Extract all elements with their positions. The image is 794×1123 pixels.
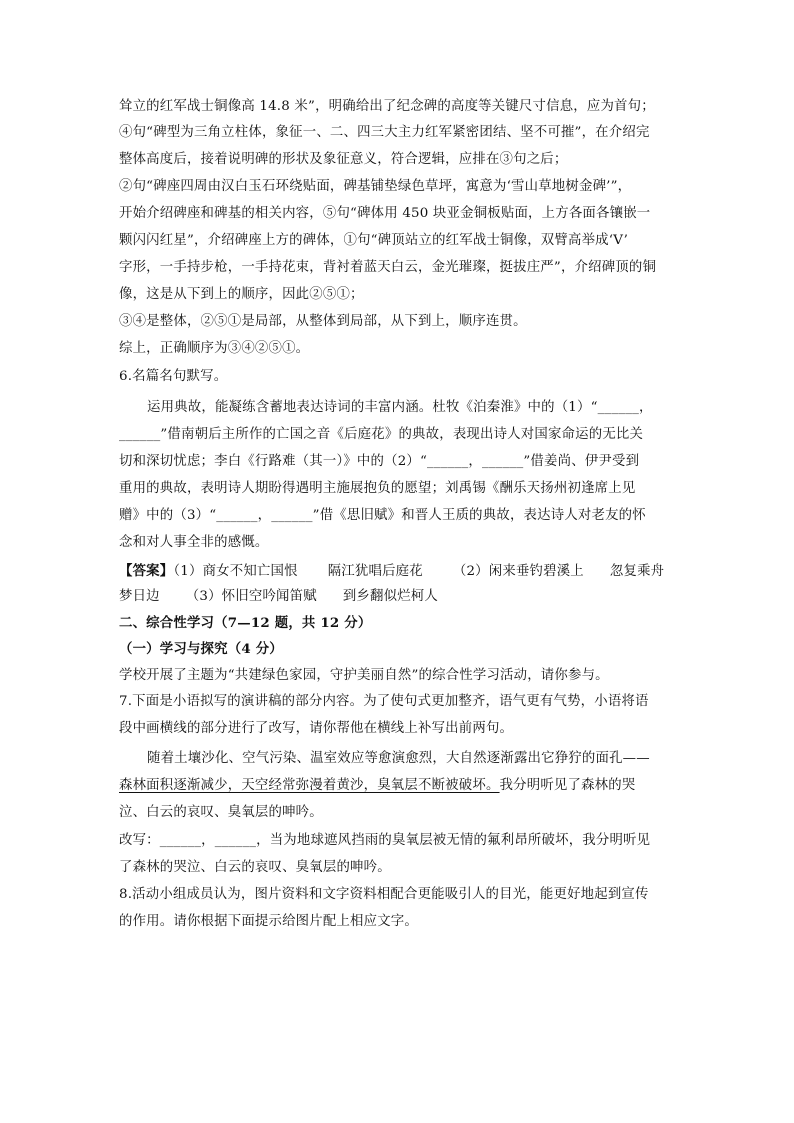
question-6-line: 赠》中的（3）“______，______”借《思旧赋》和晋人王质的典故，表达诗人对老友的怀 [119, 508, 646, 523]
analysis-line: ④句“碑型为三角立柱体，象征一、二、四三大主力红军紧密团结、坚不可摧”，在介绍完 [119, 125, 650, 140]
answer-text: 忽复乘舟 [609, 564, 665, 579]
answer-text: （2）闲来垂钓碧溪上 [452, 564, 584, 579]
question-6-line: 重用的典故，表明诗人期盼得遇明主施展抱负的愿望；刘禹锡《酬乐天扬州初逢席上见 [119, 481, 636, 496]
answer-text: 隔江犹唱后庭花 [327, 564, 423, 579]
analysis-line: 开始介绍碑座和碑基的相关内容，⑤句“碑体用 450 块亚金铜板贴面，上方各面各镶嵌一 [119, 206, 651, 221]
underlined-sentence: 森林面积逐渐减少，天空经常弥漫着黄沙，臭氧层不断被破坏。 [119, 778, 500, 793]
analysis-line: 像，这是从下到上的顺序，因此②⑤①； [119, 287, 364, 302]
question-6-line: 运用典故，能凝练含蓄地表达诗词的丰富内涵。杜牧《泊秦淮》中的（1）“______， [147, 400, 653, 415]
question-7-rewrite: 改写：______，______，当为地球遮风挡雨的臭氧层被无情的氟利昂所破坏，我分明听见 [119, 833, 651, 848]
answer-line [119, 586, 679, 608]
question-6-line: 切和深切忧虑；李白《行路难（其一）》中的（2）“______，______”借姜尚、伊尹受到 [119, 454, 640, 469]
analysis-line: 综上，正确顺序为③④②⑤①。 [119, 341, 310, 356]
question-8-line: 的作用。请你根据下面提示给图片配上相应文字。 [119, 914, 418, 929]
question-8-line: 8.活动小组成员认为，图片资料和文字资料相配合更能吸引人的目光，能更好地起到宣传 [119, 887, 649, 902]
question-7-passage: 随着土壤沙化、空气污染、温室效应等愈演愈烈，大自然逐渐露出它狰狞的面孔—— [147, 751, 650, 766]
analysis-line: 耸立的红军战士铜像高 14.8 米”，明确给出了纪念碑的高度等关键尺寸信息，应为首句； [119, 99, 655, 114]
question-6-line: ______”借南朝后主所作的亡国之音《后庭花》的典故，表现出诗人对国家命运的无比关 [119, 427, 644, 442]
section-heading: 二、综合性学习（7—12 题，共 12 分） [119, 615, 372, 631]
question-7-passage [119, 775, 679, 797]
answer-line [119, 560, 679, 582]
analysis-line: ③④是整体，②⑤①是局部，从整体到局部，从下到上，顺序连贯。 [119, 314, 527, 329]
analysis-line: 颗闪闪红星”，介绍碑座上方的碑体，①句“碑顶站立的红军战士铜像，双臂高举成‘V’ [119, 233, 629, 248]
answer-tag: 【答案】 [119, 563, 174, 579]
analysis-line: ②句“碑座四周由汉白玉石环绕贴面，碑基铺垫绿色草坪，寓意为‘雪山草地树金碑’”， [119, 179, 632, 194]
question-7-line: 段中画横线的部分进行了改写，请你帮他在横线上补写出前两句。 [119, 721, 514, 736]
analysis-line: 整体高度后，接着说明碑的形状及象征意义，符合逻辑，应排在③句之后； [119, 152, 568, 167]
section-intro: 学校开展了主题为“共建绿色家园，守护美丽自然”的综合性学习活动，请你参与。 [119, 668, 609, 683]
passage-text: 我分明听见了森林的哭 [499, 778, 636, 793]
question-7-line: 7.下面是小语拟写的演讲稿的部分内容。为了使句式更加整齐，语气更有气势，小语将语 [119, 694, 649, 709]
answer-text: 到乡翻似烂柯人 [342, 589, 438, 604]
question-6-line: 念和对人事全非的感慨。 [119, 535, 269, 550]
question-7-passage: 泣、白云的哀叹、臭氧层的呻吟。 [119, 805, 323, 820]
answer-text: 梦日边 [119, 589, 160, 604]
answer-text: （1）商女不知亡国恨 [173, 564, 298, 579]
answer-text: （3）怀旧空吟闻笛赋 [185, 589, 317, 604]
question-6-title: 6.名篇名句默写。 [119, 369, 228, 384]
question-7-rewrite: 了森林的哭泣、白云的哀叹、臭氧层的呻吟。 [119, 860, 391, 875]
analysis-line: 字形，一手持步枪，一手持花束，背衬着蓝天白云，金光璀璨，挺拔庄严”，介绍碑顶的铜 [119, 260, 657, 275]
subsection-heading: （一）学习与探究（4 分） [119, 641, 283, 657]
